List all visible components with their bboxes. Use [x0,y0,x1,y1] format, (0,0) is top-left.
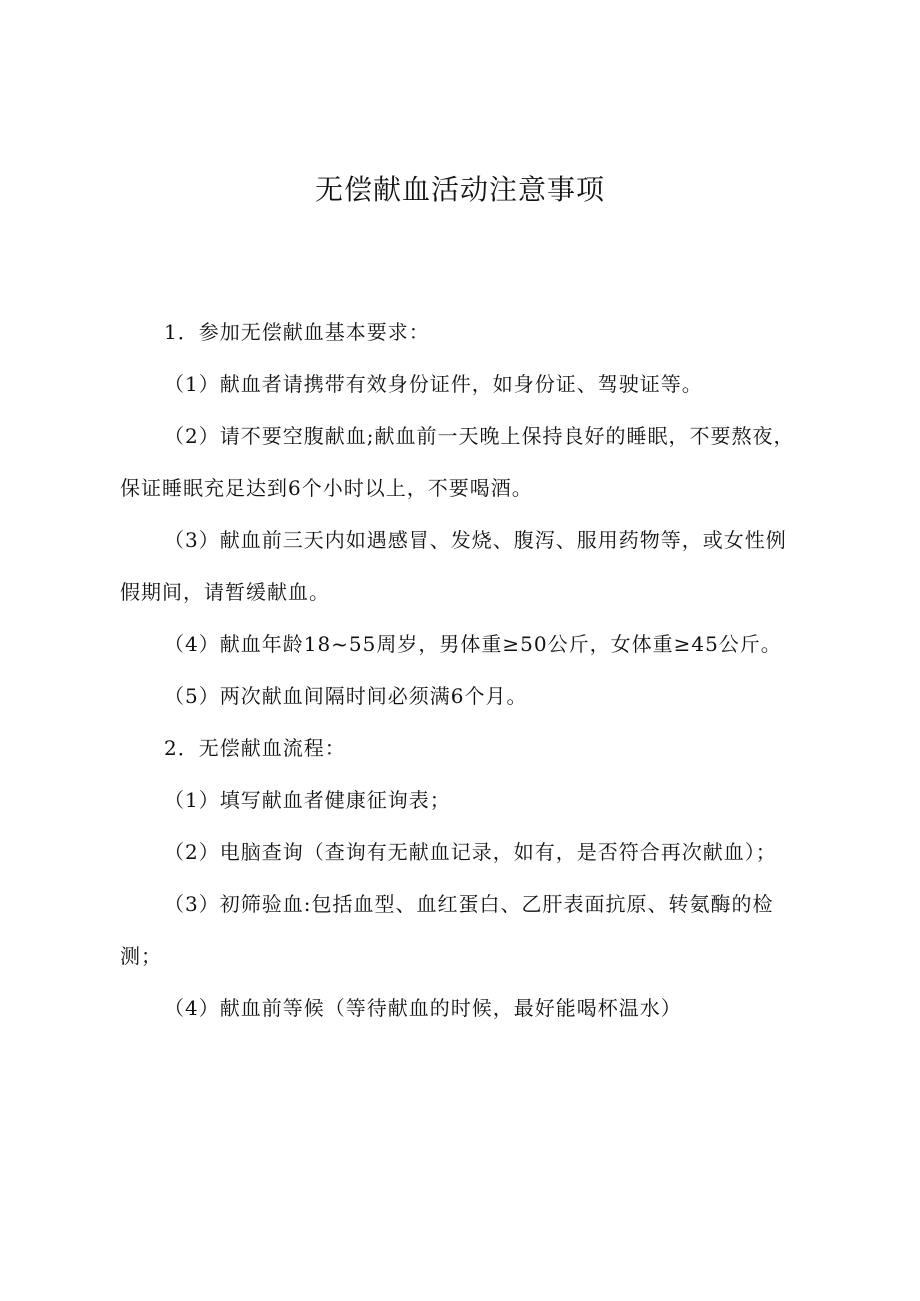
process-step-3: （3）初筛验血:包括血型、血红蛋白、乙肝表面抗原、转氨酶的检测； [120,892,774,968]
requirement-item-2: （2）请不要空腹献血;献血前一天晚上保持良好的睡眠，不要熬夜，保证睡眠充足达到6个小时以上，不要喝酒。 [120,424,795,500]
process-step-2: （2）电脑查询（查询有无献血记录，如有，是否符合再次献血）； [164,840,777,864]
requirement-item-5: （5）两次献血间隔时间必须满6个月。 [164,684,528,708]
requirement-item-1: （1）献血者请携带有效身份证件，如身份证、驾驶证等。 [164,372,703,396]
requirement-item-3: （3）献血前三天内如遇感冒、发烧、腹泻、服用药物等，或女性例假期间，请暂缓献血。 [120,528,787,604]
section-heading-process: 2．无偿献血流程： [164,736,346,760]
document-body [120,306,806,1034]
requirement-item-4: （4）献血年龄18~55周岁，男体重≥50公斤，女体重≥45公斤。 [164,632,782,656]
process-step-1: （1）填写献血者健康征询表； [164,788,451,812]
section-heading-requirements: 1．参加无偿献血基本要求： [164,320,430,344]
process-step-4: （4）献血前等候（等待献血的时候，最好能喝杯温水） [164,996,682,1020]
document-title: 无偿献血活动注意事项 [314,173,605,206]
